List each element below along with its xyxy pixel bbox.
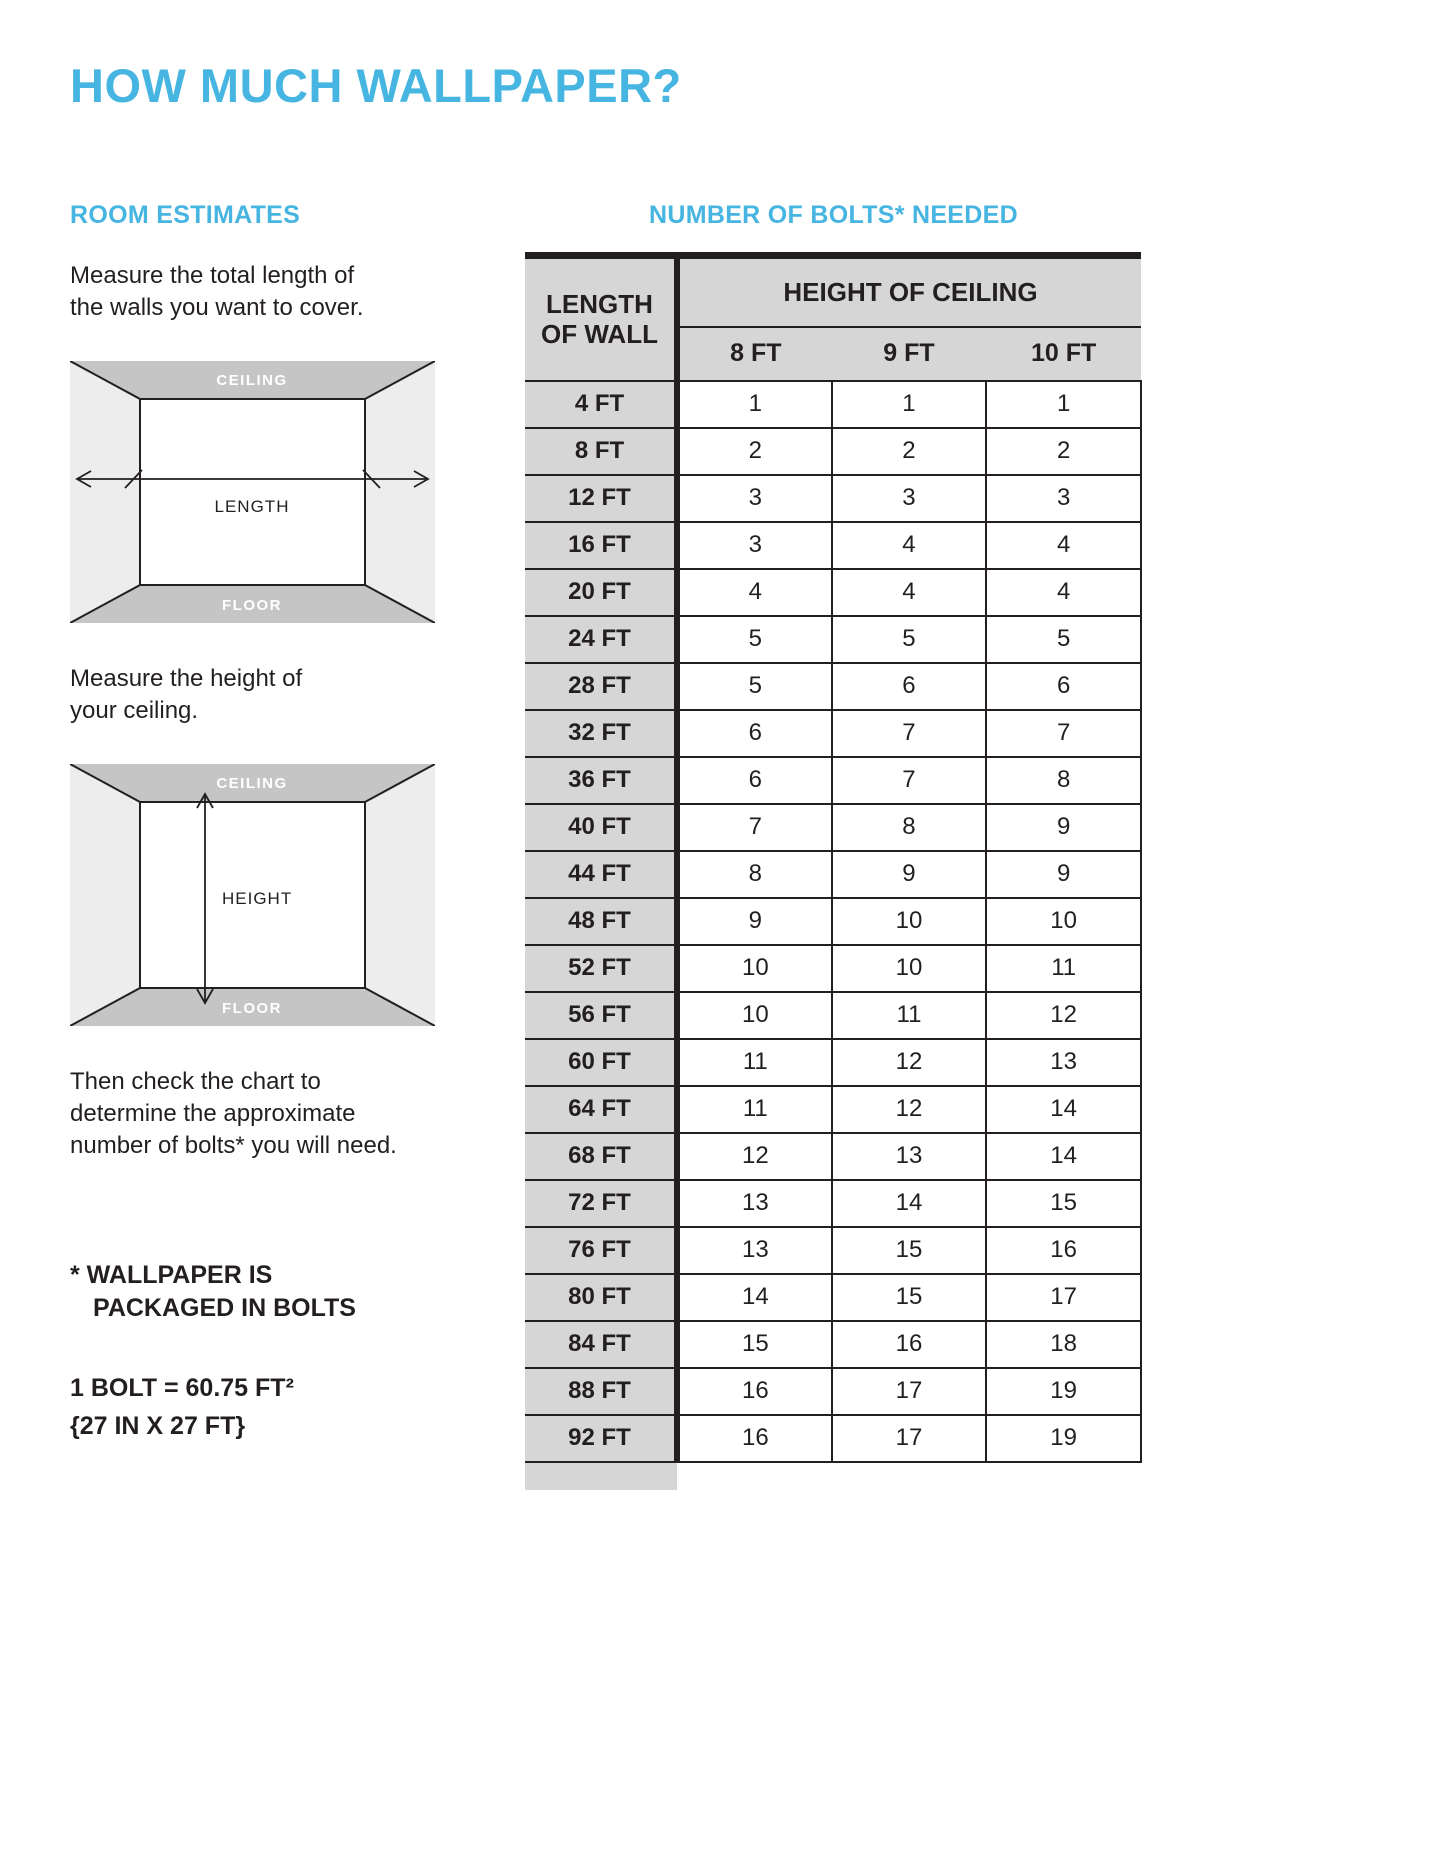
table-row <box>525 1415 1141 1462</box>
bolt-count-cell: 5 <box>832 616 987 663</box>
back-wall <box>140 399 365 585</box>
length-diagram <box>70 361 525 623</box>
bolt-dimensions: {27 IN X 27 FT} <box>70 1411 246 1440</box>
table-row <box>525 569 1141 616</box>
table-row <box>525 1180 1141 1227</box>
col-header-10ft: 10 FT <box>986 327 1141 381</box>
bolt-count-cell: 6 <box>677 757 832 804</box>
row-length-label: 72 FT <box>525 1180 677 1227</box>
step3-line2: determine the approximate <box>70 1099 356 1127</box>
bolt-count-cell: 16 <box>832 1321 987 1368</box>
bolt-count-cell: 6 <box>677 710 832 757</box>
step3-line3: number of bolts* you will need. <box>70 1132 397 1160</box>
table-row <box>525 1133 1141 1180</box>
bolt-count-cell: 3 <box>677 522 832 569</box>
row-length-label: 80 FT <box>525 1274 677 1321</box>
table-row <box>525 992 1141 1039</box>
bolts-table <box>525 252 1142 1463</box>
row-length-label: 88 FT <box>525 1368 677 1415</box>
row-length-label: 60 FT <box>525 1039 677 1086</box>
table-row <box>525 616 1141 663</box>
row-length-label: 48 FT <box>525 898 677 945</box>
table-left-column-tail <box>525 1463 677 1490</box>
row-length-label: 28 FT <box>525 663 677 710</box>
step2-text <box>70 663 525 728</box>
bolt-count-cell: 7 <box>832 757 987 804</box>
bolt-size-info <box>70 1370 525 1445</box>
row-length-label: 52 FT <box>525 945 677 992</box>
ceiling-label: CEILING <box>216 774 288 792</box>
row-length-label: 32 FT <box>525 710 677 757</box>
bolt-count-cell: 13 <box>677 1180 832 1227</box>
row-length-label: 36 FT <box>525 757 677 804</box>
length-of-wall-line2: OF WALL <box>541 319 658 350</box>
bolts-table-body <box>525 381 1141 1462</box>
footnote-line1: * WALLPAPER IS <box>70 1260 273 1289</box>
bolt-count-cell: 12 <box>677 1133 832 1180</box>
bolt-count-cell: 6 <box>986 663 1141 710</box>
height-label: HEIGHT <box>222 888 293 908</box>
bolt-count-cell: 19 <box>986 1368 1141 1415</box>
bolt-count-cell: 10 <box>677 945 832 992</box>
bolt-count-cell: 15 <box>986 1180 1141 1227</box>
bolt-count-cell: 16 <box>677 1415 832 1462</box>
bolt-count-cell: 11 <box>677 1086 832 1133</box>
step1-text <box>70 260 525 325</box>
right-wall <box>365 361 435 623</box>
table-row <box>525 428 1141 475</box>
bolt-count-cell: 12 <box>832 1039 987 1086</box>
bolt-count-cell: 17 <box>832 1368 987 1415</box>
height-of-ceiling-header: HEIGHT OF CEILING <box>677 256 1141 327</box>
length-of-wall-header <box>525 256 677 381</box>
floor-label: FLOOR <box>222 999 282 1017</box>
row-length-label: 16 FT <box>525 522 677 569</box>
table-row <box>525 522 1141 569</box>
room-estimates-heading: ROOM ESTIMATES <box>70 201 301 229</box>
bolt-count-cell: 19 <box>986 1415 1141 1462</box>
bolt-count-cell: 16 <box>986 1227 1141 1274</box>
row-length-label: 84 FT <box>525 1321 677 1368</box>
row-length-label: 64 FT <box>525 1086 677 1133</box>
table-row <box>525 1227 1141 1274</box>
height-diagram <box>70 764 525 1026</box>
bolt-count-cell: 5 <box>677 616 832 663</box>
table-row <box>525 945 1141 992</box>
bolt-count-cell: 2 <box>832 428 987 475</box>
bolt-count-cell: 11 <box>832 992 987 1039</box>
row-length-label: 76 FT <box>525 1227 677 1274</box>
row-length-label: 44 FT <box>525 851 677 898</box>
bolt-count-cell: 18 <box>986 1321 1141 1368</box>
bolt-count-cell: 5 <box>677 663 832 710</box>
bolt-count-cell: 7 <box>677 804 832 851</box>
bolt-count-cell: 17 <box>986 1274 1141 1321</box>
row-length-label: 20 FT <box>525 569 677 616</box>
row-length-label: 40 FT <box>525 804 677 851</box>
bolts-table-section <box>525 201 1142 1490</box>
step1-line2: the walls you want to cover. <box>70 294 364 322</box>
step3-text <box>70 1066 525 1163</box>
bolt-count-cell: 16 <box>677 1368 832 1415</box>
bolt-equation: 1 BOLT = 60.75 FT² <box>70 1374 294 1403</box>
length-label: LENGTH <box>214 496 290 516</box>
col-header-8ft: 8 FT <box>677 327 832 381</box>
length-of-wall-line1: LENGTH <box>546 288 653 319</box>
table-row <box>525 710 1141 757</box>
bolts-needed-heading: NUMBER OF BOLTS* NEEDED <box>649 201 1018 229</box>
table-row <box>525 804 1141 851</box>
bolt-count-cell: 3 <box>986 475 1141 522</box>
bolt-count-cell: 11 <box>677 1039 832 1086</box>
table-row <box>525 381 1141 428</box>
bolt-count-cell: 10 <box>677 992 832 1039</box>
bolt-count-cell: 9 <box>677 898 832 945</box>
bolt-count-cell: 3 <box>832 475 987 522</box>
bolt-count-cell: 17 <box>832 1415 987 1462</box>
bolt-count-cell: 7 <box>832 710 987 757</box>
bolt-count-cell: 10 <box>986 898 1141 945</box>
row-length-label: 92 FT <box>525 1415 677 1462</box>
table-row <box>525 663 1141 710</box>
bolt-count-cell: 1 <box>677 381 832 428</box>
step2-line2: your ceiling. <box>70 697 199 725</box>
bolt-count-cell: 2 <box>986 428 1141 475</box>
row-length-label: 12 FT <box>525 475 677 522</box>
left-wall <box>70 764 140 1026</box>
bolt-count-cell: 14 <box>986 1133 1141 1180</box>
table-row <box>525 898 1141 945</box>
length-diagram-svg <box>70 361 435 623</box>
bolt-count-cell: 12 <box>986 992 1141 1039</box>
page-title: HOW MUCH WALLPAPER? <box>70 59 682 112</box>
row-length-label: 8 FT <box>525 428 677 475</box>
bolt-count-cell: 12 <box>832 1086 987 1133</box>
table-row <box>525 851 1141 898</box>
row-length-label: 56 FT <box>525 992 677 1039</box>
bolt-count-cell: 9 <box>986 804 1141 851</box>
bolt-count-cell: 11 <box>986 945 1141 992</box>
bolt-count-cell: 8 <box>677 851 832 898</box>
bolt-count-cell: 4 <box>832 522 987 569</box>
table-row <box>525 1368 1141 1415</box>
bolt-count-cell: 2 <box>677 428 832 475</box>
bolt-count-cell: 13 <box>832 1133 987 1180</box>
bolt-count-cell: 15 <box>832 1274 987 1321</box>
bolt-count-cell: 4 <box>986 522 1141 569</box>
ceiling-label: CEILING <box>216 371 288 389</box>
bolt-count-cell: 4 <box>832 569 987 616</box>
table-row <box>525 1321 1141 1368</box>
table-row <box>525 1274 1141 1321</box>
bolt-count-cell: 10 <box>832 898 987 945</box>
row-length-label: 24 FT <box>525 616 677 663</box>
bolt-count-cell: 4 <box>677 569 832 616</box>
table-row <box>525 1039 1141 1086</box>
bolt-count-cell: 4 <box>986 569 1141 616</box>
bolt-count-cell: 3 <box>677 475 832 522</box>
bolt-count-cell: 13 <box>677 1227 832 1274</box>
floor-label: FLOOR <box>222 596 282 614</box>
bolt-count-cell: 15 <box>832 1227 987 1274</box>
bolt-count-cell: 9 <box>986 851 1141 898</box>
bolt-count-cell: 13 <box>986 1039 1141 1086</box>
bolt-count-cell: 14 <box>832 1180 987 1227</box>
bolt-count-cell: 14 <box>677 1274 832 1321</box>
bolt-count-cell: 8 <box>832 804 987 851</box>
bolt-count-cell: 9 <box>832 851 987 898</box>
row-length-label: 4 FT <box>525 381 677 428</box>
room-estimates-section <box>70 201 525 1445</box>
bolt-count-cell: 15 <box>677 1321 832 1368</box>
row-length-label: 68 FT <box>525 1133 677 1180</box>
bolt-count-cell: 7 <box>986 710 1141 757</box>
footnote-line2: PACKAGED IN BOLTS <box>93 1294 356 1323</box>
table-row <box>525 1086 1141 1133</box>
col-header-9ft: 9 FT <box>832 327 987 381</box>
bolt-count-cell: 14 <box>986 1086 1141 1133</box>
table-row <box>525 757 1141 804</box>
step2-line1: Measure the height of <box>70 664 303 692</box>
bolt-count-cell: 6 <box>832 663 987 710</box>
bolt-count-cell: 5 <box>986 616 1141 663</box>
bolt-count-cell: 1 <box>832 381 987 428</box>
bolts-footnote <box>70 1259 525 1327</box>
height-diagram-svg <box>70 764 435 1026</box>
table-row <box>525 475 1141 522</box>
step1-line1: Measure the total length of <box>70 262 355 289</box>
content-columns <box>70 201 1375 1490</box>
bolt-count-cell: 8 <box>986 757 1141 804</box>
bolt-count-cell: 1 <box>986 381 1141 428</box>
right-wall <box>365 764 435 1026</box>
left-wall <box>70 361 140 623</box>
bolt-count-cell: 10 <box>832 945 987 992</box>
step3-line1: Then check the chart to <box>70 1067 321 1095</box>
bolts-table-header <box>525 256 1141 381</box>
